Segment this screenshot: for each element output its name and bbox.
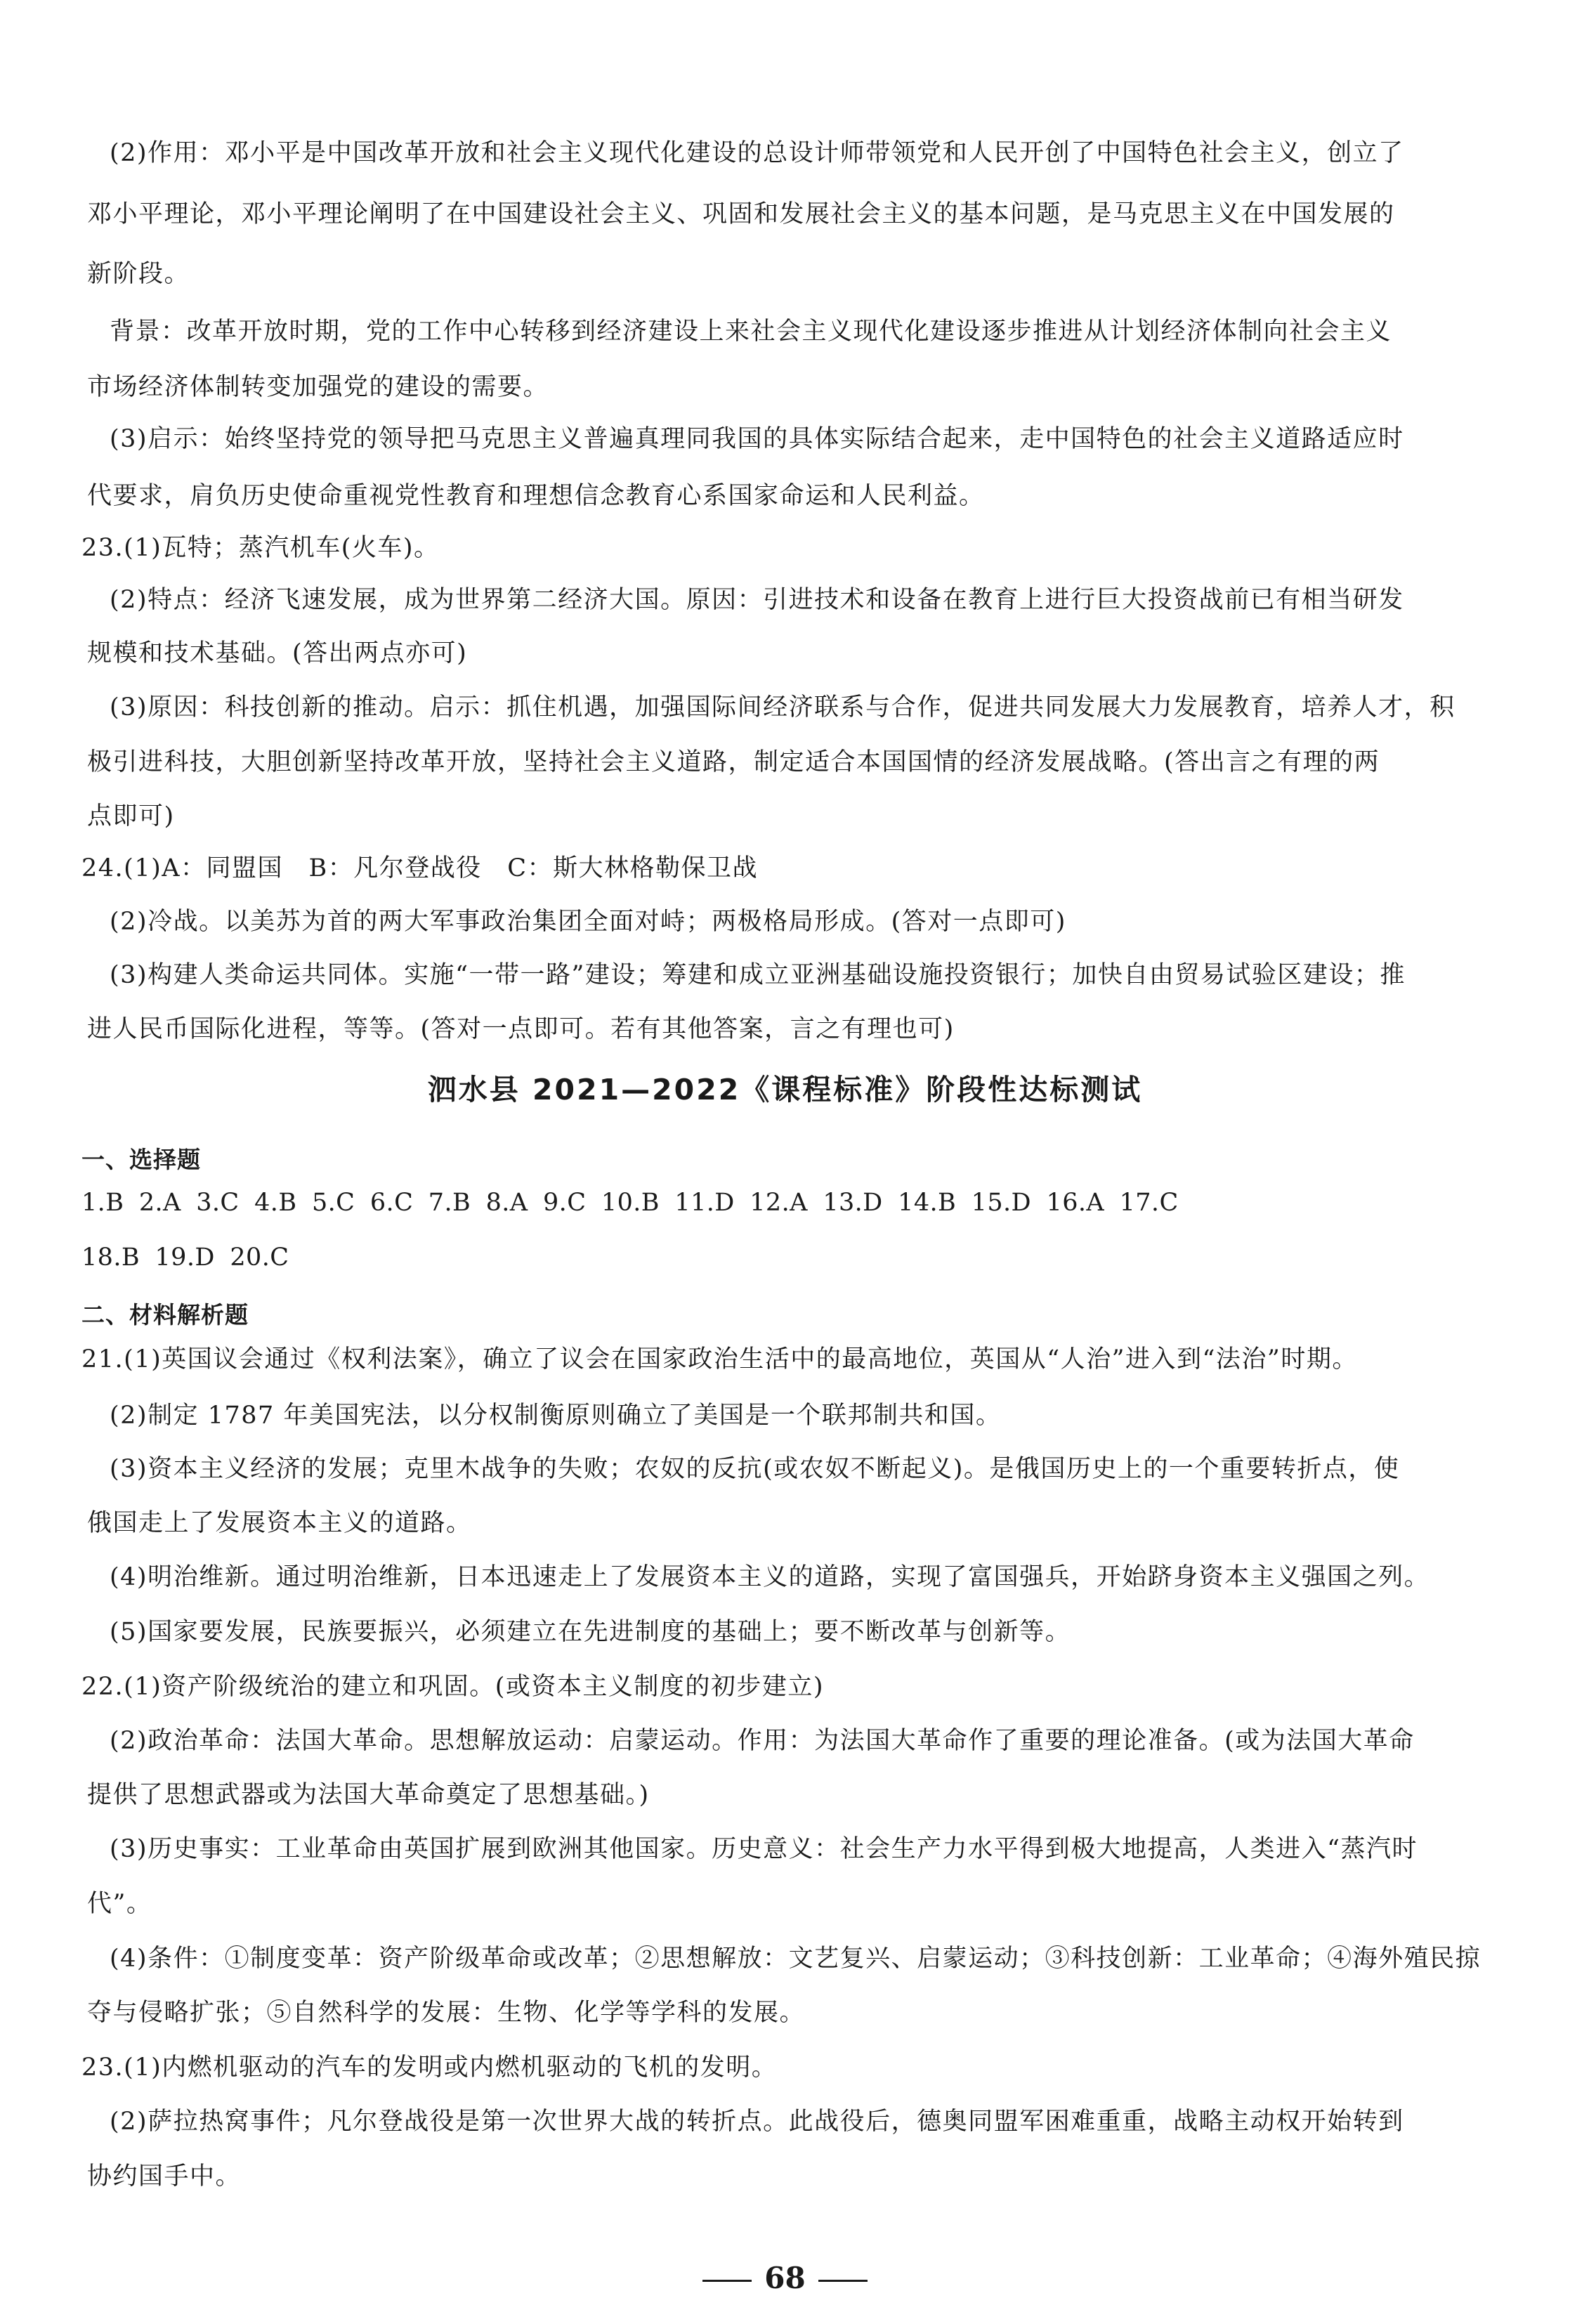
text-line: 规模和技术基础。(答出两点亦可) — [87, 639, 468, 667]
text-line: (3)历史事实：工业革命由英国扩展到欧洲其他国家。历史意义：社会生产力水平得到极大地提高，人类进入“蒸汽时 — [110, 1835, 1418, 1863]
text-line: 极引进科技，大胆创新坚持改革开放，坚持社会主义道路，制定适合本国国情的经济发展战略。(答出言之有理的两 — [87, 748, 1380, 776]
question-23-line: 23.(1)瓦特；蒸汽机车(火车)。 — [81, 534, 440, 562]
section-title: 泗水县 2021—2022《课程标准》阶段性达标测试 — [427, 1073, 1143, 1106]
text-line: (3)构建人类命运共同体。实施“一带一路”建设；筹建和成立亚洲基础设施投资银行；加快自由贸易试验区建设；推 — [110, 961, 1406, 989]
text-line: (3)资本主义经济的发展；克里木战争的失败；农奴的反抗(或农奴不断起义)。是俄国历史上的一个重要转折点，使 — [110, 1455, 1400, 1483]
question-21-line: 21.(1)英国议会通过《权利法案》，确立了议会在国家政治生活中的最高地位，英国从“人治”进入到“法治”时期。 — [81, 1345, 1358, 1373]
question-23-line: 23.(1)内燃机驱动的汽车的发明或内燃机驱动的飞机的发明。 — [81, 2054, 778, 2082]
text-line: 新阶段。 — [87, 260, 190, 288]
question-22-line: 22.(1)资产阶级统治的建立和巩固。(或资本主义制度的初步建立) — [81, 1673, 825, 1701]
text-line: (3)原因：科技创新的推动。启示：抓住机遇，加强国际间经济联系与合作，促进共同发展大力发展教育，培养人才，积 — [110, 693, 1455, 722]
text-line: (2)政治革命：法国大革命。思想解放运动：启蒙运动。作用：为法国大革命作了重要的理论准备。(或为法国大革命 — [110, 1727, 1415, 1755]
text-line: (4)条件：①制度变革：资产阶级革命或改革；②思想解放：文艺复兴、启蒙运动；③科技创新：工业革命；④海外殖民掠 — [110, 1945, 1481, 1973]
question-24-line: 24.(1)A：同盟国 B：凡尔登战役 C：斯大林格勒保卫战 — [81, 854, 759, 882]
text-line: 代”。 — [87, 1890, 152, 1918]
text-line: 俄国走上了发展资本主义的道路。 — [87, 1509, 472, 1537]
text-line: 代要求，肩负历史使命重视党性教育和理想信念教育心系国家命运和人民利益。 — [87, 482, 985, 510]
text-line: 夺与侵略扩张；⑤自然科学的发展：生物、化学等学科的发展。 — [87, 1999, 806, 2027]
page-number: 68 — [764, 2261, 806, 2295]
answers-row: 18.B 19.D 20.C — [81, 1243, 289, 1272]
text-line: 市场经济体制转变加强党的建设的需要。 — [87, 373, 549, 401]
dash-left — [702, 2280, 752, 2282]
heading-material: 二、材料解析题 — [81, 1301, 249, 1329]
text-line: (4)明治维新。通过明治维新，日本迅速走上了发展资本主义的道路，实现了富国强兵，开始跻身资本主义强国之列。 — [110, 1563, 1430, 1591]
text-line: 提供了思想武器或为法国大革命奠定了思想基础。) — [87, 1781, 650, 1809]
text-line: (2)冷战。以美苏为首的两大军事政治集团全面对峙；两极格局形成。(答对一点即可) — [110, 908, 1066, 936]
text-line: (2)制定 1787 年美国宪法，以分权制衡原则确立了美国是一个联邦制共和国。 — [110, 1402, 1002, 1430]
text-line: (3)启示：始终坚持党的领导把马克思主义普遍真理同我国的具体实际结合起来，走中国特色的社会主义道路适应时 — [110, 425, 1404, 453]
text-line: (2)作用：邓小平是中国改革开放和社会主义现代化建设的总设计师带领党和人民开创了中国特色社会主义，创立了 — [110, 139, 1404, 167]
answers-row: 1.B 2.A 3.C 4.B 5.C 6.C 7.B 8.A 9.C 10.B 11.D 12.A 13.D 14.B 15.D 16.A 17.C — [81, 1189, 1179, 1217]
text-line: 背景：改革开放时期，党的工作中心转移到经济建设上来社会主义现代化建设逐步推进从计划经济体制向社会主义 — [110, 318, 1392, 346]
text-line: 进人民币国际化进程，等等。(答对一点即可。若有其他答案，言之有理也可) — [87, 1015, 955, 1043]
page-number-footer — [0, 2261, 1570, 2295]
text-line: (2)萨拉热窝事件；凡尔登战役是第一次世界大战的转折点。此战役后，德奥同盟军困难重重，战略主动权开始转到 — [110, 2108, 1404, 2136]
text-line: 协约国手中。 — [87, 2162, 242, 2191]
text-line: (5)国家要发展，民族要振兴，必须建立在先进制度的基础上；要不断改革与创新等。 — [110, 1618, 1071, 1646]
text-line: 点即可) — [87, 802, 175, 830]
heading-choice: 一、选择题 — [81, 1146, 201, 1173]
text-line: (2)特点：经济飞速发展，成为世界第二经济大国。原因：引进技术和设备在教育上进行巨大投资战前已有相当研发 — [110, 586, 1404, 614]
text-line: 邓小平理论，邓小平理论阐明了在中国建设社会主义、巩固和发展社会主义的基本问题，是马克思主义在中国发展的 — [87, 200, 1395, 228]
dash-right — [818, 2280, 868, 2282]
